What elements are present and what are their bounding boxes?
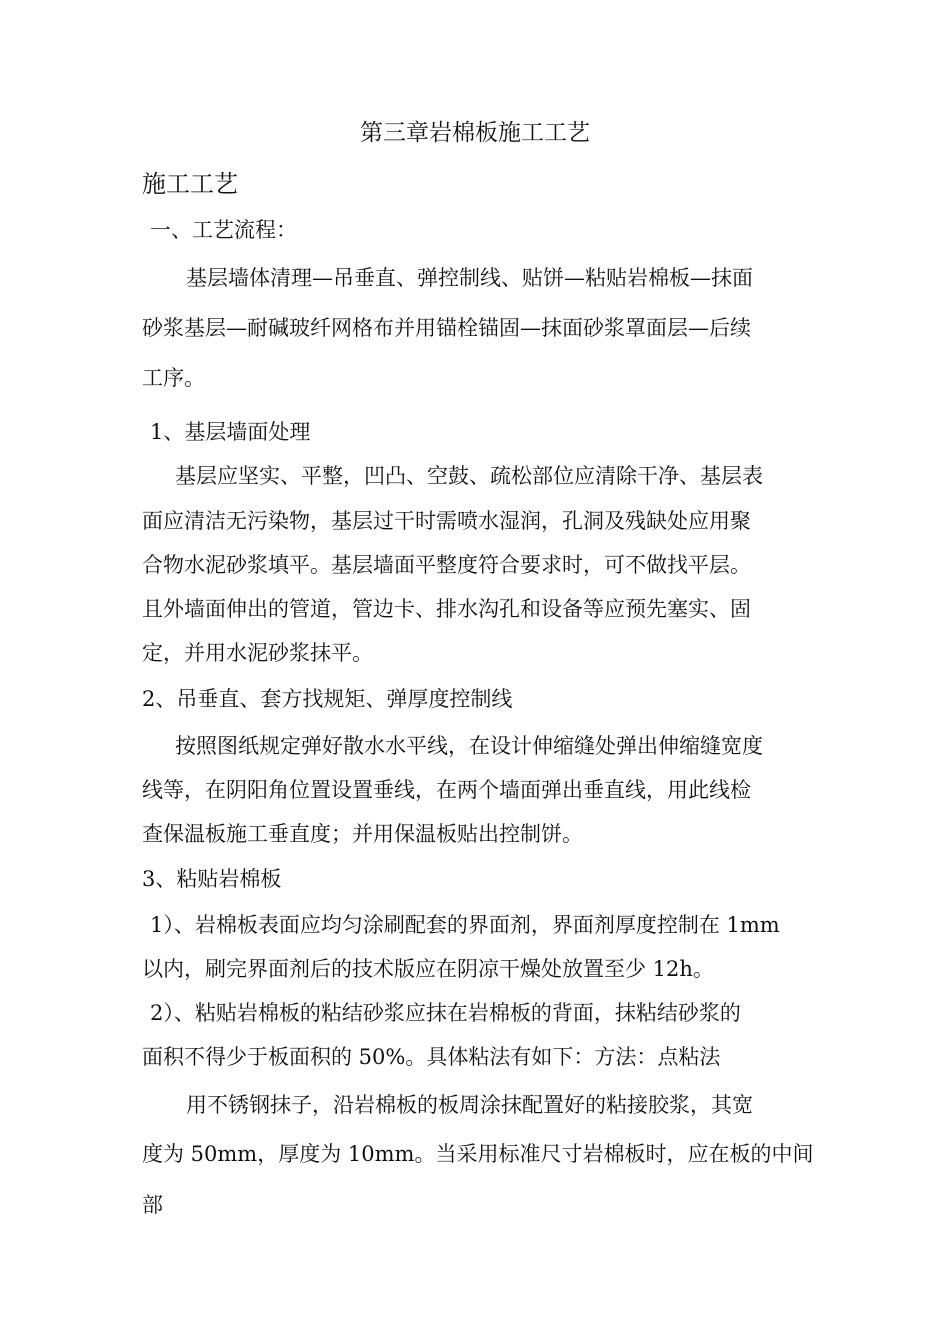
paragraph-line: 基层墙体清理—吊垂直、弹控制线、贴饼—粘贴岩棉板—抹面 [186,266,753,290]
paragraph-line: 面积不得少于板面积的 50%。具体粘法有如下：方法：点粘法 [142,1045,721,1069]
step-heading-process: 一、工艺流程： [150,218,297,242]
paragraph-line: 工序。 [142,366,205,390]
paragraph-line: 用不锈钢抹子，沿岩棉板的板周涂抹配置好的粘接胶浆，其宽 [186,1093,753,1117]
paragraph-line: 面应清洁无污染物，基层过干时需喷水湿润，孔洞及残缺处应用聚 [142,509,751,533]
paragraph-line: 且外墙面伸出的管道，管边卡、排水沟孔和设备等应预先塞实、固 [142,597,751,621]
paragraph-line: 基层应坚实、平整，凹凸、空鼓、疏松部位应清除干净、基层表 [175,464,763,488]
section-heading: 施工工艺 [142,170,238,198]
subheading-1: 1、基层墙面处理 [150,420,311,444]
chapter-title: 第三章岩棉板施工工艺 [360,120,590,146]
paragraph-line: 线等，在阴阳角位置设置垂线，在两个墙面弹出垂直线，用此线检 [142,778,751,802]
list-item-1: 1）、岩棉板表面应均匀涂刷配套的界面剂，界面剂厚度控制在 1mm [150,913,780,937]
paragraph-line: 以内，刷完界面剂后的技术版应在阴凉干燥处放置至少 12h。 [142,957,714,981]
list-item-2: 2）、粘贴岩棉板的粘结砂浆应抹在岩棉板的背面，抹粘结砂浆的 [150,1001,741,1025]
subheading-2: 2、吊垂直、套方找规矩、弹厚度控制线 [142,687,513,711]
subheading-3: 3、粘贴岩棉板 [142,867,282,891]
paragraph-line: 合物水泥砂浆填平。基层墙面平整度符合要求时，可不做找平层。 [142,553,751,577]
paragraph-line: 度为 50mm，厚度为 10mm。当采用标准尺寸岩棉板时，应在板的中间 [142,1142,814,1166]
paragraph-line: 查保温板施工垂直度；并用保温板贴出控制饼。 [142,822,583,846]
paragraph-line: 定，并用水泥砂浆抹平。 [142,641,373,665]
paragraph-line: 按照图纸规定弹好散水水平线，在设计伸缩缝处弹出伸缩缝宽度 [175,734,763,758]
paragraph-line: 砂浆基层—耐碱玻纤网格布并用锚栓锚固—抹面砂浆罩面层—后续 [142,316,751,340]
paragraph-line: 部 [142,1193,163,1217]
